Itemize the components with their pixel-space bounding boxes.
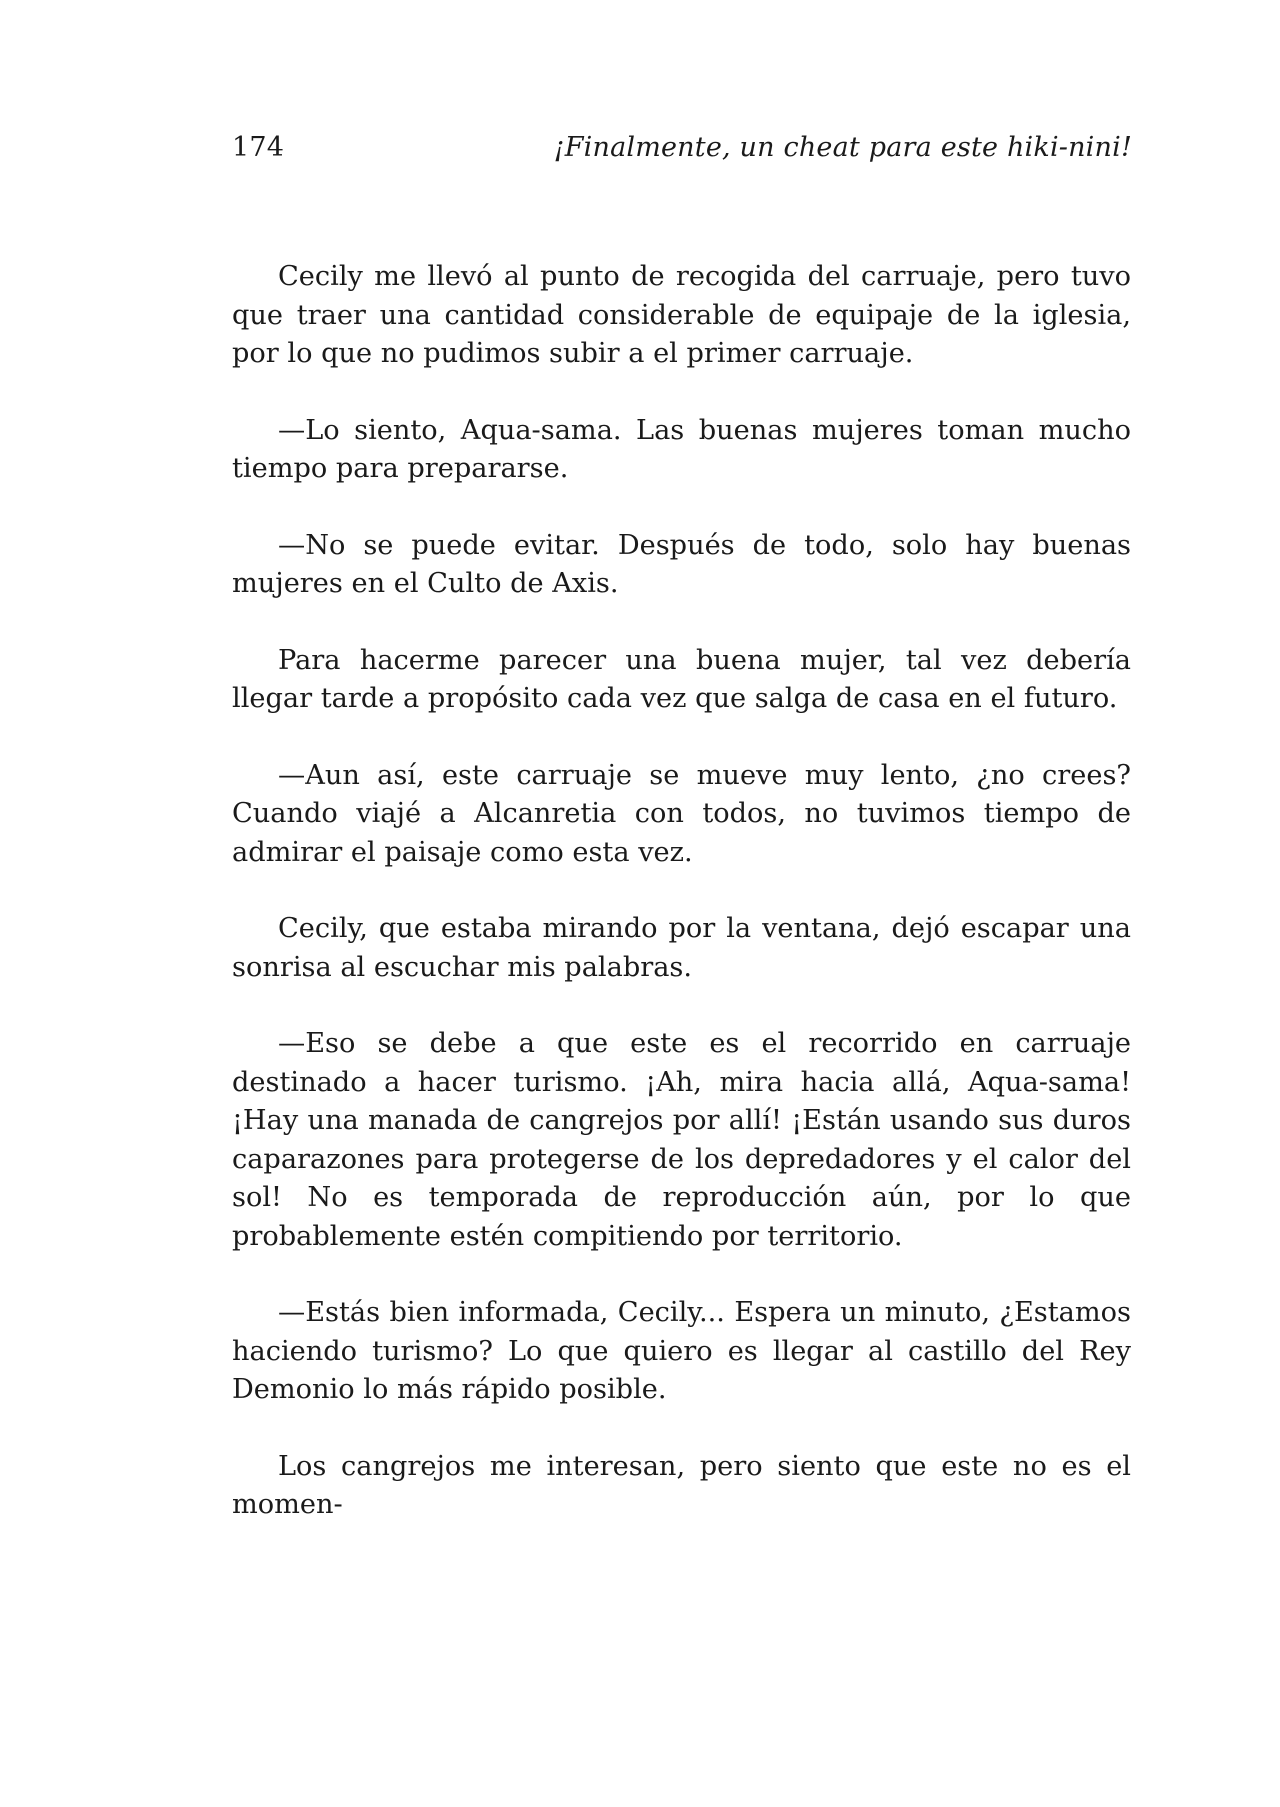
paragraph: —No se puede evitar. Después de todo, solo hay buenas mujeres en el Culto de Axis. xyxy=(232,529,1131,599)
body-text xyxy=(232,258,1131,1525)
paragraph: —Aun así, este carruaje se mueve muy lento, ¿no crees? Cuando viajé a Alcanretia con todos, no tuvimos tiempo de admirar el paisaje como esta vez. xyxy=(232,759,1131,868)
paragraph: Los cangrejos me interesan, pero siento que este no es el momen- xyxy=(232,1450,1131,1520)
paragraph: Cecily, que estaba mirando por la ventana, dejó escapar una sonrisa al escuchar mis palabras. xyxy=(232,913,1131,983)
page-number: 174 xyxy=(232,132,285,163)
paragraph: Para hacerme parecer una buena mujer, tal vez debería llegar tarde a propósito cada vez que salga de casa en el futuro. xyxy=(232,644,1131,714)
page-header xyxy=(232,132,1132,172)
paragraph: —Lo siento, Aqua-sama. Las buenas mujeres toman mucho tiempo para prepararse. xyxy=(232,414,1131,484)
paragraph: Cecily me llevó al punto de recogida del carruaje, pero tuvo que traer una cantidad considerable de equipaje de la iglesia, por lo que no pudimos subir a el primer carruaje. xyxy=(232,261,1131,369)
paragraph: —Eso se debe a que este es el recorrido en carruaje destinado a hacer turismo. ¡Ah, mira hacia allá, Aqua-sama! ¡Hay una manada de cangrejos por allí! ¡Están usando sus duros caparazones para protegerse de los depredadores y el calor del sol! No es temporada de reproducción aún, por lo que probablemente estén compitiendo por territorio. xyxy=(232,1028,1131,1252)
paragraph: —Estás bien informada, Cecily... Espera un minuto, ¿Estamos haciendo turismo? Lo que quiero es llegar al castillo del Rey Demonio lo más rápido posible. xyxy=(232,1297,1131,1405)
running-title: ¡Finalmente, un cheat para este hiki-nini! xyxy=(553,132,1132,163)
